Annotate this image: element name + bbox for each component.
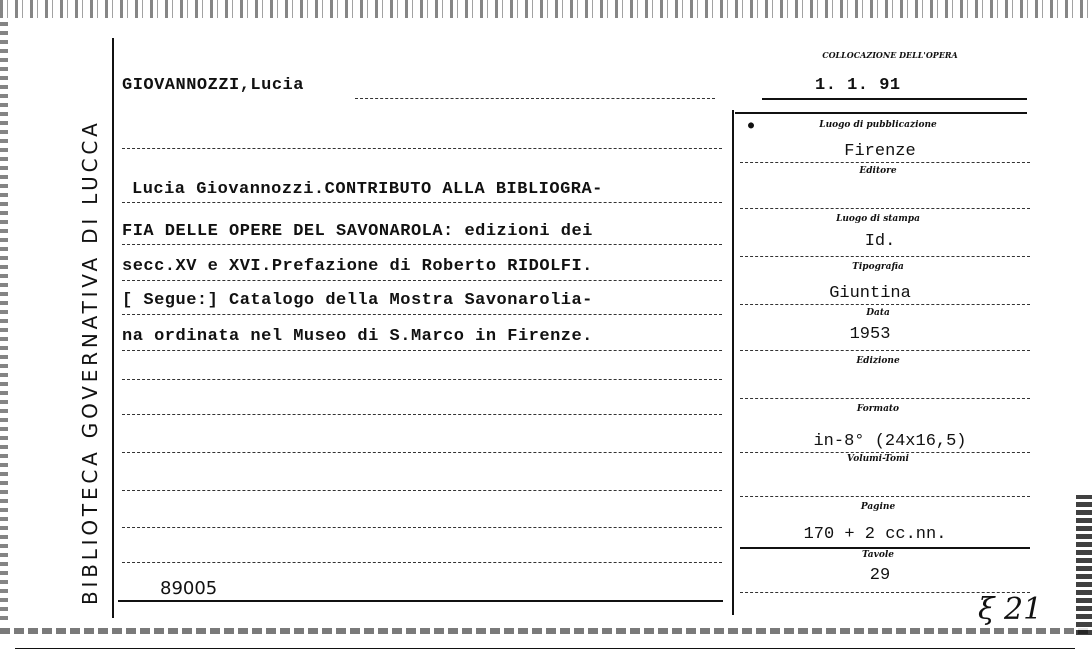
ruled-line [122, 350, 722, 351]
label-tavole: Tavole [861, 550, 895, 560]
ruled-line [122, 202, 722, 203]
label-editore: Editore [859, 166, 897, 176]
left-margin-rule [112, 38, 114, 618]
value-formato: in-8° (24x16,5) [813, 432, 967, 451]
value-luogo-stampa: Id. [864, 232, 896, 251]
body-line-2: FIA DELLE OPERE DEL SAVONAROLA: edizioni dei [122, 222, 593, 241]
ruled-line [740, 398, 1030, 399]
card-bottom-edge [15, 648, 1075, 649]
column-divider-rule [732, 110, 734, 615]
library-name-vertical: BIBLIOTECA GOVERNATIVA DI LUCCA [78, 119, 102, 605]
ruled-line [122, 280, 722, 281]
label-volumi-tomi: Volumi-Tomi [847, 454, 909, 464]
right-top-rule [735, 112, 1027, 114]
ruled-line [740, 162, 1030, 163]
ruled-line [122, 490, 722, 491]
shelfmark-value: 1. 1. 91 [815, 76, 901, 95]
bottom-rule [118, 600, 723, 602]
inventory-number: 89005 [160, 578, 218, 599]
label-luogo-stampa: Luogo di stampa [836, 214, 920, 224]
value-tavole: 29 [869, 566, 891, 585]
value-data: 1953 [849, 325, 891, 344]
label-formato: Formato [856, 404, 900, 414]
bullet-dot: ● [748, 120, 755, 131]
scan-noise-bottom [0, 628, 1092, 634]
value-tipografia: Giuntina [829, 284, 911, 303]
body-line-1: Lucia Giovannozzi.CONTRIBUTO ALLA BIBLIOGRA- [132, 180, 603, 199]
ruled-line [122, 527, 722, 528]
value-luogo-pubblicazione: Firenze [844, 142, 916, 161]
ruled-line [740, 496, 1030, 497]
scan-noise-right [1076, 495, 1092, 635]
ruled-line [122, 148, 722, 149]
ruled-line [122, 414, 722, 415]
ruled-line [122, 452, 722, 453]
ruled-line [122, 244, 722, 245]
handwritten-note: ξ 21 [978, 592, 1043, 627]
label-data: Data [866, 308, 890, 318]
ruled-line [122, 314, 722, 315]
scan-noise-left [0, 20, 8, 620]
label-tipografia: Tipografia [852, 262, 904, 272]
ruled-line [740, 452, 1030, 453]
body-line-5: na ordinata nel Museo di S.Marco in Firenze. [122, 327, 593, 346]
author-underline [355, 98, 715, 99]
ruled-line [740, 208, 1030, 209]
ruled-line [122, 379, 722, 380]
ruled-line [740, 256, 1030, 257]
label-luogo-pubblicazione: Luogo di pubblicazione [819, 120, 937, 130]
ruled-line [122, 562, 722, 563]
ruled-line [740, 350, 1030, 351]
body-line-4: [ Segue:] Catalogo della Mostra Savonarolia- [122, 291, 593, 310]
author-heading: GIOVANNOZZI,Lucia [122, 76, 304, 95]
ruled-line [740, 304, 1030, 305]
shelfmark-header: COLLOCAZIONE DELL'OPERA [822, 50, 958, 60]
body-line-3: secc.XV e XVI.Prefazione di Roberto RIDOLFI. [122, 257, 593, 276]
pagine-underline [740, 547, 1030, 549]
value-pagine: 170 + 2 cc.nn. [803, 525, 947, 544]
label-pagine: Pagine [860, 502, 896, 512]
label-edizione: Edizione [856, 356, 900, 366]
scan-noise-top [0, 0, 1092, 18]
shelfmark-underline [762, 98, 1027, 100]
